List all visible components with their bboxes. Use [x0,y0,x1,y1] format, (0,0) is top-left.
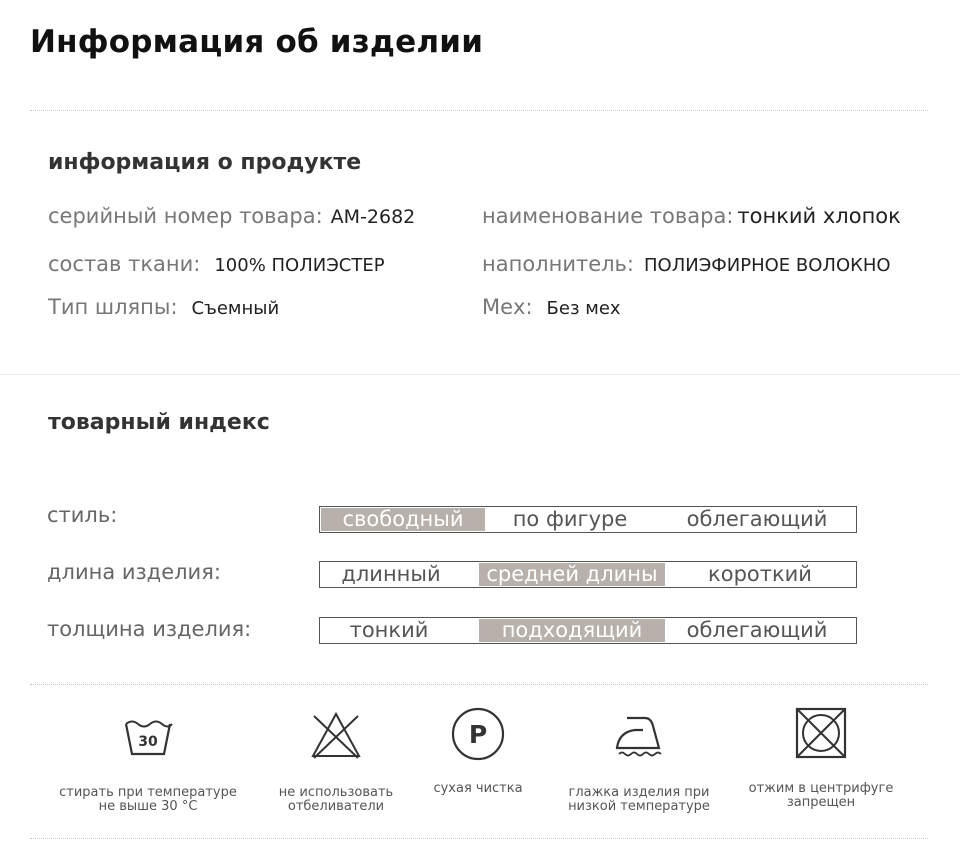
divider [30,110,928,111]
index-option: тонкий [349,618,429,642]
index-option: облегающий [686,618,828,642]
index-option: длинный [341,562,441,586]
care-label: сухая чистка [433,781,523,796]
care-label: глажка изделия при низкой температуре [568,785,710,814]
iron-low-icon [613,710,665,760]
dry-clean-p-icon [450,706,506,762]
info-value: Без мех [546,298,621,319]
info-value: тонкий хлопок [737,204,901,228]
care-label: не использовать отбеливатели [278,785,394,814]
info-value: ПОЛИЭФИРНОЕ ВОЛОКНО [644,255,891,276]
index-label-thickness: толщина изделия: [47,617,252,641]
info-product-name [482,204,901,228]
index-option: свободный [321,508,485,531]
index-label-style: стиль: [47,503,118,527]
care-label: стирать при температуре не выше 30 °C [59,785,237,814]
index-option: средней длины [479,563,665,586]
product-info-title: информация о продукте [48,150,362,175]
info-value: 100% ПОЛИЭСТЕР [214,255,385,276]
info-label: Тип шляпы: [48,295,178,319]
info-value: Съемный [191,298,280,319]
care-item-iron [544,710,734,814]
divider [0,374,960,375]
wash-30-icon [123,710,173,760]
svg-text:30: 30 [138,734,158,750]
no-tumble-dry-icon [794,706,848,760]
care-item-wash [53,710,243,814]
index-option: короткий [708,562,812,586]
info-fur [482,295,621,319]
care-label: отжим в центрифуге запрещен [748,781,894,810]
divider [30,684,928,685]
index-label-length: длина изделия: [47,560,221,584]
index-bar-thickness [319,617,857,644]
info-label: Мех: [482,295,533,319]
info-hat-type [48,295,279,319]
info-filler [482,252,891,276]
index-bar-length [319,561,857,588]
index-option: по фигуре [512,507,628,531]
info-serial-number [48,204,415,228]
info-label: серийный номер товара: [48,204,323,228]
page-title: Информация об изделии [30,24,484,60]
no-bleach-icon [310,710,362,760]
info-label: состав ткани: [48,252,201,276]
product-index-title: товарный индекс [48,410,270,435]
info-value: AM-2682 [330,206,416,228]
svg-text:P: P [468,720,488,749]
index-option: облегающий [686,507,828,531]
index-option: подходящий [479,619,665,642]
info-label: наименование товара: [482,204,734,228]
info-label: наполнитель: [482,252,635,276]
care-item-no-tumble [726,710,916,810]
divider [30,838,928,839]
index-bar-style [319,506,857,533]
info-fabric [48,252,385,276]
